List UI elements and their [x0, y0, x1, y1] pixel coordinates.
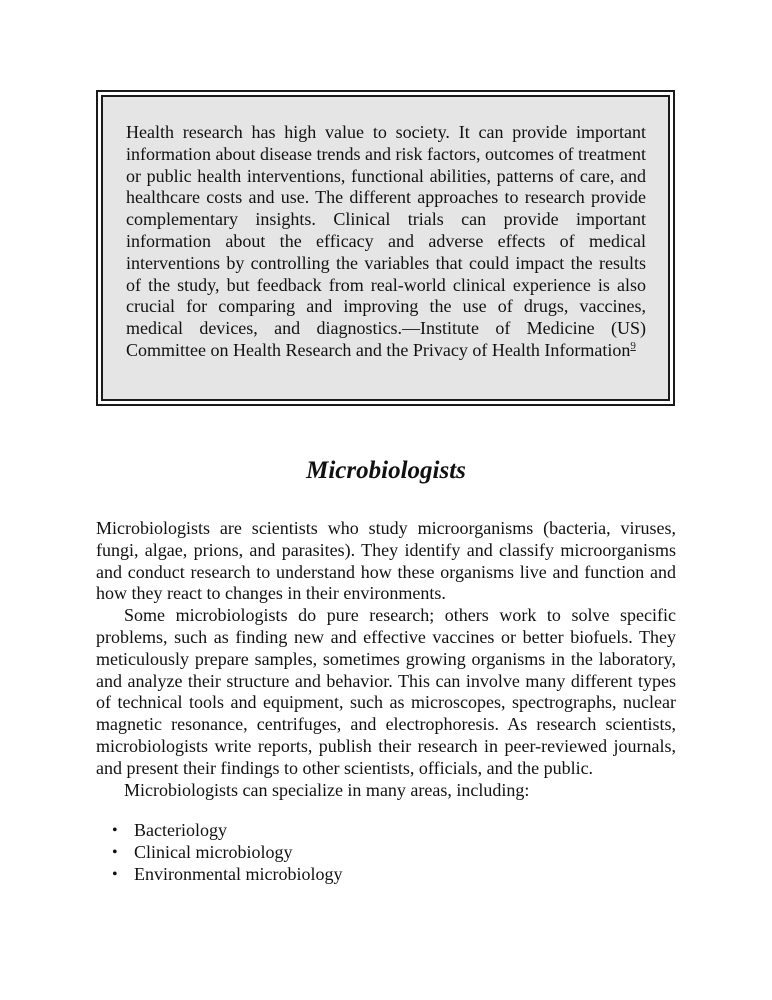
list-item-label: Bacteriology	[134, 820, 227, 841]
list-item	[96, 820, 676, 842]
bullet-icon: •	[112, 844, 118, 862]
list-item-label: Environmental microbiology	[134, 863, 343, 884]
specialization-list	[96, 820, 676, 885]
bullet-icon: •	[112, 822, 118, 840]
footnote-link[interactable]: 9	[630, 339, 636, 352]
paragraph-specializations: Microbiologists can specialize in many areas, including:	[124, 779, 530, 800]
quote-box-inner	[101, 95, 670, 401]
section-body	[96, 518, 676, 886]
paragraph-research: Some microbiologists do pure research; others work to solve specific problems, such as finding new and effective vaccines or better biofuels. They meticulously prepare samples, sometimes growing organisms in the laboratory, and analyze their structure and behavior. This can involve many different types of technical tools and equipment, such as microscopes, spectrographs, nuclear magnetic resonance, centrifuges, and electrophoresis. As research scientists, microbiologists write reports, publish their research in peer-reviewed journals, and present their findings to other scientists, officials, and the public.	[96, 605, 676, 778]
quote-body: Health research has high value to society. It can provide important information about disease trends and risk factors, outcomes of treatment or public health interventions, functional abilities, patterns of care, and healthcare costs and use. The different approaches to research provide complementary insights. Clinical trials can provide important information about the efficacy and adverse effects of medical interventions by controlling the variables that could impact the results of the study, but feedback from real-world clinical experience is also crucial for comparing and improving the use of drugs, vaccines, medical devices, and diagnostics.—Institute of Medicine (US) Committee on Health Research and the Privacy of Health Information	[126, 122, 646, 360]
footnote-marker	[630, 340, 636, 352]
quote-text	[126, 122, 646, 362]
list-item-label: Clinical microbiology	[134, 842, 293, 863]
quote-box	[96, 90, 675, 406]
list-item	[96, 842, 676, 864]
bullet-icon: •	[112, 865, 118, 883]
section-title: Microbiologists	[306, 457, 466, 484]
paragraph-intro: Microbiologists are scientists who study microorganisms (bacteria, viruses, fungi, algae, prions, and parasites). They identify and classify microorganisms and conduct research to understand how these organisms live and function and how they react to changes in their environments.	[96, 518, 676, 604]
list-item	[96, 864, 676, 886]
